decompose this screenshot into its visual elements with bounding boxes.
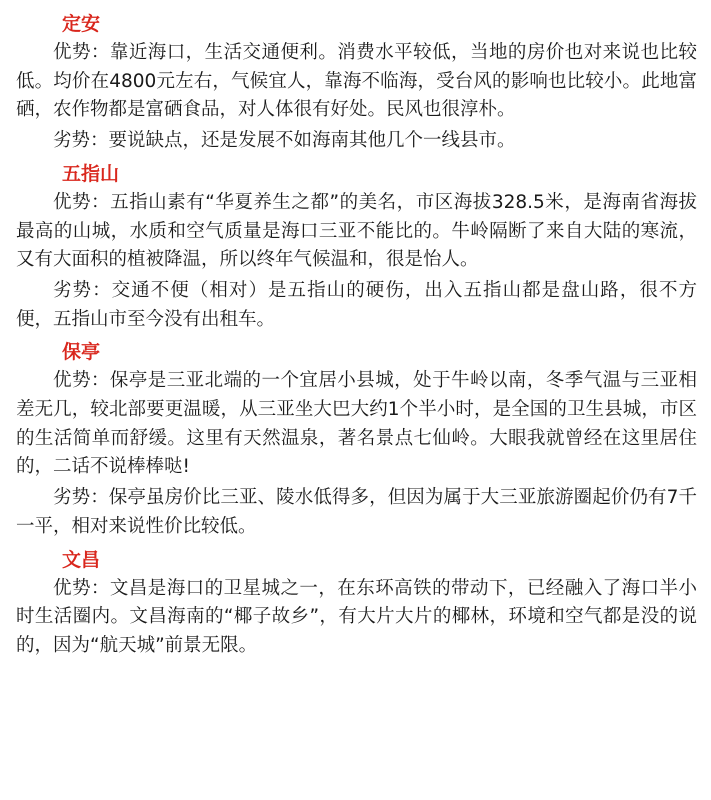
advantages-paragraph: 优势：五指山素有“华夏养生之都”的美名，市区海拔328.5米，是海南省海拔最高的山城，水质和空气质量是海口三亚不能比的。牛岭隔断了来自大陆的寒流，又有大面积的植被降温，所以终年气候温和，很是怡人。 — [16, 191, 697, 271]
section-heading-baoting: 保亭 — [62, 341, 101, 364]
advantages-paragraph: 优势：保亭是三亚北端的一个宜居小县城，处于牛岭以南，冬季气温与三亚相差无几，较北部要更温暖，从三亚坐大巴大约1个半小时，是全国的卫生县城，市区的生活简单而舒缓。这里有天然温泉，著名景点七仙岭。大眼我就曾经在这里居住的，二话不说棒棒哒! — [16, 370, 697, 478]
disadvantages-paragraph: 劣势：要说缺点，还是发展不如海南其他几个一线县市。 — [53, 130, 516, 152]
advantages-paragraph: 优势：文昌是海口的卫星城之一，在东环高铁的带动下，已经融入了海口半小时生活圈内。文昌海南的“椰子故乡”，有大片大片的椰林，环境和空气都是没的说的，因为“航天城”前景无限。 — [16, 577, 697, 656]
advantages-paragraph: 优势：靠近海口，生活交通便利。消费水平较低，当地的房价也对来说也比较低。均价在4800元左右，气候宜人，靠海不临海，受台风的影响也比较小。此地富硒，农作物都是富硒食品，对人体很有好处。民风也很淳朴。 — [16, 42, 697, 121]
section-heading-dingan: 定安 — [62, 13, 101, 35]
section-heading-wenchang: 文昌 — [62, 548, 101, 571]
section-heading-wuzhishan: 五指山 — [62, 162, 120, 185]
disadvantages-paragraph: 劣势：保亭虽房价比三亚、陵水低得多，但因为属于大三亚旅游圈起价仍有7千一平，相对来说性价比较低。 — [16, 487, 697, 537]
disadvantages-paragraph: 劣势：交通不便（相对）是五指山的硬伤，出入五指山都是盘山路，很不方便，五指山市至今没有出租车。 — [16, 279, 697, 330]
